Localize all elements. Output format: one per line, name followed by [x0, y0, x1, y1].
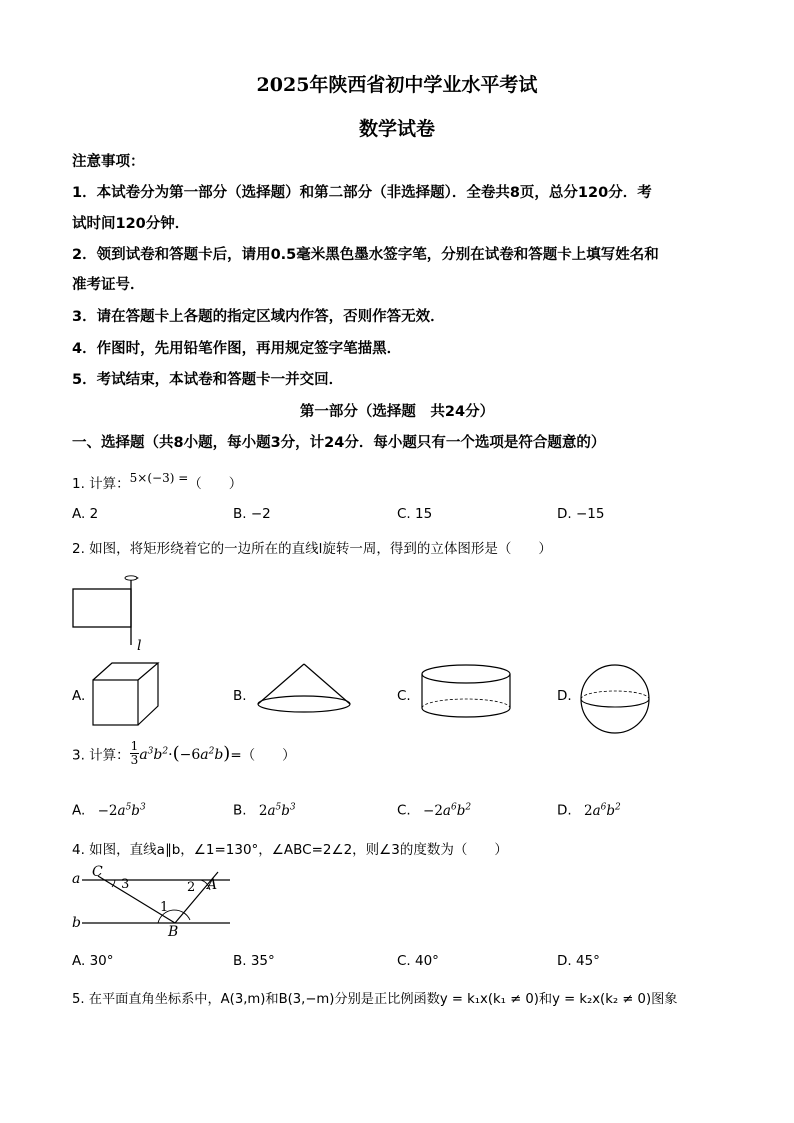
q3-stem-text: 3. 计算：: [72, 747, 130, 764]
q4-angle-2: 2: [187, 880, 196, 895]
q2-option-c-label: C.: [397, 688, 411, 704]
note-1-line-2: 试时间120分钟．: [72, 216, 190, 232]
note-5: 5．考试结束，本试卷和答题卡一并交回．: [72, 372, 344, 388]
q1-option-b: B. −2: [233, 506, 271, 522]
q3-option-a-label: A.: [72, 802, 86, 819]
q3-option-b-label: B.: [233, 802, 247, 819]
q1-stem-text: 1. 计算：: [72, 476, 130, 492]
q3-option-d-label: D.: [557, 802, 572, 819]
q3-frac-den: 3: [130, 753, 139, 767]
q3-option-a: A. $-2a^5b^3$: [72, 802, 146, 819]
q1-expression: 5×(−3) =: [129, 471, 189, 485]
page-subtitle: 数学试卷: [358, 118, 435, 140]
q3-fraction: [130, 740, 140, 767]
q1-blank: （ ）: [188, 476, 243, 492]
q3-option-d: D. $2a^6b^2$: [557, 802, 621, 819]
q4-option-d: D. 45°: [557, 953, 600, 969]
q4-option-b: B. 35°: [233, 953, 275, 969]
q2-stem: 2. 如图，将矩形绕着它的一边所在的直线l旋转一周，得到的立体图形是（ ）: [72, 541, 552, 557]
q3-option-c-label: C.: [397, 802, 411, 819]
q3-stem: [72, 740, 296, 767]
q3-expression: $a^3b^2\cdot(-6a^2b)$: [139, 743, 231, 764]
q1-option-d: D. −15: [557, 506, 605, 522]
q3-blank: =（ ）: [230, 747, 296, 764]
q2-axis-label: l: [137, 638, 142, 654]
q2-option-b-label: B.: [233, 688, 247, 704]
q4-label-point-a: A: [207, 877, 218, 893]
section-heading: 一、选择题（共8小题，每小题3分，计24分．每小题只有一个选项是符合题意的）: [72, 435, 606, 451]
q4-label-point-b: B: [168, 924, 179, 940]
note-2-line-2: 准考证号．: [72, 277, 145, 293]
q2-option-a-label: A.: [72, 688, 86, 704]
q4-angle-3: 3: [121, 877, 130, 892]
cylinder-icon: [420, 663, 512, 723]
q1-option-c: C. 15: [397, 506, 433, 522]
q5-stem: 5. 在平面直角坐标系中，A(3,m)和B(3,−m)分别是正比例函数y = k₁x(k₁ ≠ 0)和y = k₂x(k₂ ≠ 0)图象: [72, 992, 678, 1007]
note-3: 3．请在答题卡上各题的指定区域内作答，否则作答无效．: [72, 309, 445, 325]
q1-option-a: A. 2: [72, 506, 99, 522]
cube-icon: [92, 662, 162, 728]
q3-option-c: C. $-2a^6b^2$: [397, 802, 472, 819]
q4-label-c: C: [92, 864, 103, 880]
q4-stem: 4. 如图，直线a∥b，∠1=130°，∠ABC=2∠2，则∠3的度数为（ ）: [72, 842, 508, 858]
part1-heading: 第一部分（选择题 共24分）: [299, 404, 495, 420]
q4-option-a: A. 30°: [72, 953, 114, 969]
sphere-icon: [580, 664, 652, 736]
q1-stem: [72, 472, 242, 492]
cone-icon: [256, 662, 352, 722]
q4-label-a: a: [72, 871, 81, 887]
note-1-line-1: 1．本试卷分为第一部分（选择题）和第二部分（非选择题）．全卷共8页，总分120分．考: [72, 185, 652, 201]
page-title: 2025年陕西省初中学业水平考试: [256, 74, 538, 96]
q3-frac-num: 1: [130, 739, 139, 753]
note-2-line-1: 2．领到试卷和答题卡后，请用0.5毫米黑色墨水签字笔，分别在试卷和答题卡上填写姓名和: [72, 247, 659, 263]
notes-heading: 注意事项：: [72, 154, 145, 170]
q3-option-b: B. $2a^5b^3$: [233, 802, 296, 819]
q4-option-c: C. 40°: [397, 953, 439, 969]
q4-angle-1: 1: [160, 900, 169, 915]
q4-label-b: b: [72, 915, 81, 931]
note-4: 4．作图时，先用铅笔作图，再用规定签字笔描黑．: [72, 341, 402, 357]
q2-option-d-label: D.: [557, 688, 572, 704]
q2-rectangle-figure: [60, 570, 160, 655]
